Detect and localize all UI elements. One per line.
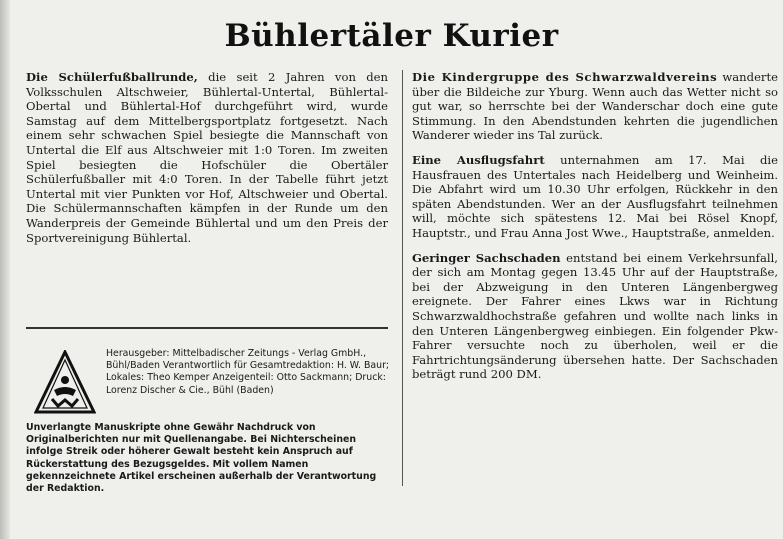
right-column xyxy=(412,70,778,392)
imprint-publisher: Herausgeber: Mittelbadischer Zeitungs - Verlag GmbH., Bühl/Baden Verantwortlich für Gesamtredaktion: H. W. Baur; Lokales: Theo Kemper Anzeigenteil: Otto Sackmann; Druck: Lorenz Discher & Cie., Bühl (Baden) xyxy=(106,348,390,396)
publisher-logo-icon xyxy=(34,350,96,416)
article-kindergruppe xyxy=(412,70,778,143)
imprint-notice: Unverlangte Manuskripte ohne Gewähr Nachdruck von Originalberichten nur mit Quellenangabe. Bei Nichterscheinen infolge Streik oder höherer Gewalt besteht kein Anspruch auf Rückerstattung des Bezugsgeldes. Mit vollem Namen gekennzeichnete Artikel erscheinen außerhalb der Verantwortung der Redaktion. xyxy=(26,422,377,495)
article-lead: Die Kindergruppe des Schwarzwaldvereins xyxy=(412,70,718,84)
horizontal-rule xyxy=(26,327,388,329)
column-divider xyxy=(402,70,403,486)
left-column xyxy=(26,70,388,255)
article-body: unternahmen am 17. Mai die Hausfrauen des Untertales nach Heidelberg und Weinheim. Die Abfahrt wird um 10.30 Uhr erfolgen, Rückkehr in den späten Abendstunden. Wer an der Ausflugsfahrt teilnehmen will, möchte sich spätestens 12. Mai bei Rösel Knopf, Hauptstr., und Frau Anna Jost Wwe., Hauptstraße, anmelden. xyxy=(412,152,779,240)
article-schuelerfussball xyxy=(26,70,388,245)
page-edge xyxy=(0,0,10,539)
article-ausflugsfahrt xyxy=(412,153,778,241)
article-sachschaden xyxy=(412,251,778,382)
article-lead: Die Schülerfußballrunde, xyxy=(26,70,198,84)
article-body: die seit 2 Jahren von den Volksschulen Altschweier, Bühlertal-Untertal, Bühlertal-Obertal und Bühlertal-Hof durchgeführt wird, wurde Samstag auf dem Mittelbergsportplatz fortgesetzt. Nach einem sehr schwachen Spiel besiegte die Mannschaft von Untertal die Elf aus Altschweier mit 1:0 Toren. Im zweiten Spiel besiegten die Hofschüler die Obertäler Schülerfußballer mit 4:0 Toren. In der Tabelle führt jetzt Untertal mit vier Punkten vor Hof, Altschweier und Obertal. Die Schülermannschaften kämpfen in der Runde um den Wanderpreis der Gemeinde Bühlertal und um den Preis der Sportvereinigung Bühlertal. xyxy=(26,70,388,245)
article-body: entstand bei einem Verkehrsunfall, der sich am Montag gegen 13.45 Uhr auf der Hauptstraße, bei der Abzweigung in den Unteren Längenbergweg ereignete. Der Fahrer eines Lkws war in Richtung Schwarzwaldhochstraße gefahren und wollte nach links in den Unteren Längenbergweg einbiegen. Ein folgender Pkw-Fahrer versuchte noch zu überholen, weil er die Fahrtrichtungsänderung übersehen hatte. Der Sachschaden beträgt rund 200 DM. xyxy=(412,250,778,382)
article-body: wanderte über die Bildeiche zur Yburg. Wenn auch das Wetter nicht so gut war, so herrschte bei der Wanderschar doch eine gute Stimmung. In den Abendstunden kehrten die jugendlichen Wanderer wieder ins Tal zurück. xyxy=(412,70,778,143)
masthead-title: Bühlertäler Kurier xyxy=(224,18,559,54)
article-lead: Eine Ausflugsfahrt xyxy=(412,152,545,167)
article-lead: Geringer Sachschaden xyxy=(412,250,561,265)
